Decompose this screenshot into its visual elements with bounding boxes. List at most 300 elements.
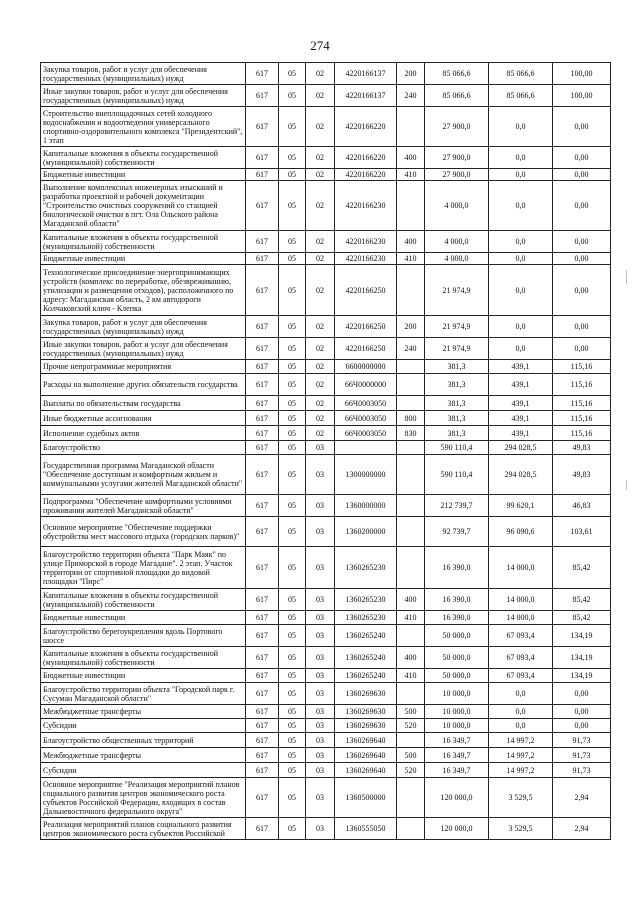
cell-rz: 05 — [279, 778, 306, 818]
cell-s2: 294 028,5 — [489, 441, 553, 455]
cell-csr: 1360269640 — [335, 733, 397, 748]
cell-csr: 4220166220 — [335, 147, 397, 169]
table-body — [41, 63, 611, 840]
cell-csr: 4220166250 — [335, 338, 397, 360]
cell-pct: 91,73 — [553, 733, 611, 748]
cell-name: Капитальные вложения в объекты государственной (муниципальной) собственности — [41, 589, 246, 611]
cell-pr: 03 — [306, 455, 335, 495]
table-row — [41, 85, 611, 107]
cell-s2: 0,0 — [489, 705, 553, 719]
cell-vr: 200 — [397, 63, 425, 85]
cell-s2: 67 093,4 — [489, 647, 553, 669]
table-row — [41, 733, 611, 748]
cell-csr: 4220166137 — [335, 63, 397, 85]
cell-pr: 03 — [306, 517, 335, 547]
cell-s1: 212 739,7 — [425, 495, 489, 517]
cell-s2: 439,1 — [489, 396, 553, 411]
cell-s1: 16 349,7 — [425, 733, 489, 748]
cell-ved: 617 — [246, 265, 279, 316]
cell-s1: 85 066,6 — [425, 63, 489, 85]
cell-pct: 0,00 — [553, 169, 611, 181]
cell-csr: 1360555050 — [335, 818, 397, 840]
cell-ved: 617 — [246, 669, 279, 683]
cell-name: Субсидии — [41, 763, 246, 778]
cell-vr: 400 — [397, 231, 425, 253]
table-row — [41, 719, 611, 733]
cell-rz: 05 — [279, 547, 306, 589]
cell-pr: 02 — [306, 426, 335, 441]
table-row — [41, 625, 611, 647]
cell-csr — [335, 441, 397, 455]
cell-pct: 0,00 — [553, 683, 611, 705]
cell-s2: 0,0 — [489, 265, 553, 316]
cell-pr: 03 — [306, 589, 335, 611]
cell-ved: 617 — [246, 547, 279, 589]
table-row — [41, 763, 611, 778]
cell-name: Основное мероприятие "Обеспечение поддержки обустройства мест массового отдыха (городских парков)" — [41, 517, 246, 547]
cell-pct: 46,83 — [553, 495, 611, 517]
cell-ved: 617 — [246, 705, 279, 719]
cell-csr: 1360269630 — [335, 719, 397, 733]
cell-name: Строительство внеплощадочных сетей холодного водоснабжения и водоотведения универсального спортивно-оздоровительного комплекса "Президентский", 1 этап — [41, 107, 246, 147]
cell-rz: 05 — [279, 107, 306, 147]
table-row — [41, 181, 611, 231]
cell-csr: 1360269640 — [335, 763, 397, 778]
cell-pct: 115,16 — [553, 360, 611, 374]
table-row — [41, 547, 611, 589]
cell-rz: 05 — [279, 338, 306, 360]
cell-ved: 617 — [246, 169, 279, 181]
cell-pct: 85,42 — [553, 547, 611, 589]
cell-vr — [397, 517, 425, 547]
cell-s1: 16 390,0 — [425, 547, 489, 589]
table-row — [41, 455, 611, 495]
cell-pr: 03 — [306, 683, 335, 705]
cell-rz: 05 — [279, 763, 306, 778]
cell-s1: 50 000,0 — [425, 625, 489, 647]
cell-vr — [397, 441, 425, 455]
cell-vr: 520 — [397, 719, 425, 733]
cell-name: Капитальные вложения в объекты государственной (муниципальной) собственности — [41, 647, 246, 669]
cell-csr: 1360000000 — [335, 495, 397, 517]
cell-vr — [397, 778, 425, 818]
cell-pr: 03 — [306, 495, 335, 517]
cell-s2: 67 093,4 — [489, 625, 553, 647]
page-number: 274 — [310, 38, 330, 53]
cell-pct: 0,00 — [553, 265, 611, 316]
cell-pr: 02 — [306, 396, 335, 411]
cell-vr — [397, 625, 425, 647]
cell-ved: 617 — [246, 316, 279, 338]
cell-csr: 4220166250 — [335, 316, 397, 338]
cell-csr: 4220166220 — [335, 169, 397, 181]
cell-ved: 617 — [246, 360, 279, 374]
cell-ved: 617 — [246, 778, 279, 818]
cell-csr: 1360265240 — [335, 669, 397, 683]
cell-vr: 500 — [397, 705, 425, 719]
cell-vr: 500 — [397, 748, 425, 763]
cell-s1: 10 000,0 — [425, 683, 489, 705]
table-row — [41, 589, 611, 611]
cell-pct: 0,00 — [553, 719, 611, 733]
cell-rz: 05 — [279, 253, 306, 265]
table-row — [41, 683, 611, 705]
cell-rz: 05 — [279, 683, 306, 705]
cell-s2: 99 620,1 — [489, 495, 553, 517]
cell-name: Государственная программа Магаданской области "Обеспечение доступным и комфортным жильем и коммунальными услугами жителей Магаданской области" — [41, 455, 246, 495]
cell-pr: 03 — [306, 733, 335, 748]
cell-s2: 85 066,6 — [489, 85, 553, 107]
cell-s1: 21 974,9 — [425, 265, 489, 316]
cell-vr — [397, 547, 425, 589]
cell-pct: 91,73 — [553, 763, 611, 778]
cell-rz: 05 — [279, 589, 306, 611]
cell-pr: 02 — [306, 85, 335, 107]
table-row — [41, 396, 611, 411]
cell-csr: 66Ч0003050 — [335, 396, 397, 411]
cell-rz: 05 — [279, 147, 306, 169]
cell-name: Иные закупки товаров, работ и услуг для обеспечения государственных (муниципальных) нужд — [41, 85, 246, 107]
cell-rz: 05 — [279, 733, 306, 748]
cell-rz: 05 — [279, 647, 306, 669]
cell-s1: 120 000,0 — [425, 818, 489, 840]
cell-s1: 381,3 — [425, 411, 489, 426]
cell-ved: 617 — [246, 147, 279, 169]
cell-csr: 4220166250 — [335, 265, 397, 316]
cell-csr: 1360200000 — [335, 517, 397, 547]
cell-rz: 05 — [279, 517, 306, 547]
cell-rz: 05 — [279, 611, 306, 625]
table-row — [41, 778, 611, 818]
cell-rz: 05 — [279, 818, 306, 840]
cell-ved: 617 — [246, 181, 279, 231]
cell-ved: 617 — [246, 625, 279, 647]
cell-ved: 617 — [246, 374, 279, 396]
table-row — [41, 253, 611, 265]
cell-s2: 0,0 — [489, 107, 553, 147]
cell-csr: 66Ч0003050 — [335, 411, 397, 426]
cell-pr: 03 — [306, 625, 335, 647]
cell-s1: 10 000,0 — [425, 705, 489, 719]
cell-pct: 0,00 — [553, 107, 611, 147]
cell-ved: 617 — [246, 647, 279, 669]
cell-ved: 617 — [246, 231, 279, 253]
cell-vr — [397, 495, 425, 517]
table-row — [41, 107, 611, 147]
cell-ved: 617 — [246, 253, 279, 265]
cell-pct: 0,00 — [553, 705, 611, 719]
cell-pr: 02 — [306, 231, 335, 253]
scan-edge-mark — [626, 480, 627, 490]
cell-s2: 439,1 — [489, 411, 553, 426]
budget-table — [40, 62, 611, 840]
table-row — [41, 338, 611, 360]
cell-pct: 115,16 — [553, 411, 611, 426]
cell-s1: 50 000,0 — [425, 647, 489, 669]
cell-s2: 3 529,5 — [489, 818, 553, 840]
cell-pr: 03 — [306, 778, 335, 818]
cell-s2: 14 997,2 — [489, 733, 553, 748]
cell-rz: 05 — [279, 360, 306, 374]
cell-csr: 1360265240 — [335, 647, 397, 669]
cell-name: Бюджетные инвестиции — [41, 611, 246, 625]
cell-s1: 120 000,0 — [425, 778, 489, 818]
cell-s1: 16 390,0 — [425, 589, 489, 611]
cell-vr: 830 — [397, 426, 425, 441]
cell-s2: 3 529,5 — [489, 778, 553, 818]
cell-rz: 05 — [279, 265, 306, 316]
cell-pr: 03 — [306, 547, 335, 589]
table-row — [41, 705, 611, 719]
cell-name: Бюджетные инвестиции — [41, 169, 246, 181]
cell-ved: 617 — [246, 589, 279, 611]
cell-s1: 381,3 — [425, 374, 489, 396]
cell-vr: 800 — [397, 411, 425, 426]
cell-s2: 14 000,0 — [489, 611, 553, 625]
cell-ved: 617 — [246, 411, 279, 426]
cell-s2: 14 000,0 — [489, 589, 553, 611]
table-row — [41, 231, 611, 253]
cell-vr — [397, 683, 425, 705]
table-row — [41, 517, 611, 547]
cell-vr: 520 — [397, 763, 425, 778]
cell-s1: 381,3 — [425, 360, 489, 374]
cell-s1: 16 349,7 — [425, 748, 489, 763]
cell-name: Субсидии — [41, 719, 246, 733]
cell-csr: 1360265230 — [335, 547, 397, 589]
cell-name: Иные закупки товаров, работ и услуг для обеспечения государственных (муниципальных) нужд — [41, 338, 246, 360]
cell-s1: 590 110,4 — [425, 455, 489, 495]
cell-csr: 4220166220 — [335, 107, 397, 147]
cell-name: Благоустройство — [41, 441, 246, 455]
cell-rz: 05 — [279, 455, 306, 495]
cell-s1: 21 974,9 — [425, 316, 489, 338]
cell-pct: 85,42 — [553, 589, 611, 611]
cell-ved: 617 — [246, 107, 279, 147]
cell-pct: 49,83 — [553, 441, 611, 455]
cell-ved: 617 — [246, 683, 279, 705]
cell-s2: 14 997,2 — [489, 763, 553, 778]
cell-s1: 4 000,0 — [425, 181, 489, 231]
cell-rz: 05 — [279, 495, 306, 517]
cell-s1: 16 390,0 — [425, 611, 489, 625]
cell-rz: 05 — [279, 231, 306, 253]
cell-s1: 27 900,0 — [425, 147, 489, 169]
cell-vr — [397, 396, 425, 411]
scan-edge-mark — [626, 270, 627, 284]
cell-vr — [397, 733, 425, 748]
cell-ved: 617 — [246, 63, 279, 85]
cell-ved: 617 — [246, 85, 279, 107]
cell-pr: 02 — [306, 63, 335, 85]
cell-ved: 617 — [246, 611, 279, 625]
cell-name: Межбюджетные трансферты — [41, 748, 246, 763]
cell-vr — [397, 181, 425, 231]
cell-vr: 410 — [397, 253, 425, 265]
cell-name: Благоустройство территории объекта "Парк Маяк" по улице Приморской в городе Магадане". 2 этап. Участок территории от спортивной площадки до видовой площадки "Пирс" — [41, 547, 246, 589]
table-row — [41, 611, 611, 625]
cell-s1: 27 900,0 — [425, 169, 489, 181]
cell-name: Прочие непрограммные мероприятия — [41, 360, 246, 374]
cell-s1: 381,3 — [425, 426, 489, 441]
cell-csr: 4220166230 — [335, 253, 397, 265]
cell-s1: 4 000,0 — [425, 253, 489, 265]
cell-pr: 03 — [306, 748, 335, 763]
table-row — [41, 411, 611, 426]
cell-pct: 134,19 — [553, 669, 611, 683]
cell-s1: 50 000,0 — [425, 669, 489, 683]
cell-rz: 05 — [279, 85, 306, 107]
cell-name: Капитальные вложения в объекты государственной (муниципальной) собственности — [41, 231, 246, 253]
cell-pct: 0,00 — [553, 338, 611, 360]
cell-name: Межбюджетные трансферты — [41, 705, 246, 719]
table-row — [41, 495, 611, 517]
cell-ved: 617 — [246, 719, 279, 733]
cell-rz: 05 — [279, 374, 306, 396]
cell-name: Технологическое присоединение энергопринимающих устройств (комплекс по переработке, обезвреживанию, утилизации и размещения отходов), расположенного по адресу: Магаданская область, 2 км автодороги Колчаковский ключ - Клепка — [41, 265, 246, 316]
cell-name: Реализация мероприятий планов социального развития центров экономического роста субъектов Российской — [41, 818, 246, 840]
cell-s2: 0,0 — [489, 181, 553, 231]
cell-ved: 617 — [246, 763, 279, 778]
cell-ved: 617 — [246, 733, 279, 748]
cell-pct: 49,83 — [553, 455, 611, 495]
cell-rz: 05 — [279, 396, 306, 411]
cell-vr: 410 — [397, 611, 425, 625]
cell-rz: 05 — [279, 181, 306, 231]
cell-ved: 617 — [246, 748, 279, 763]
table-row — [41, 265, 611, 316]
cell-pct: 91,73 — [553, 748, 611, 763]
cell-pr: 03 — [306, 705, 335, 719]
cell-s2: 14 997,2 — [489, 748, 553, 763]
table-row — [41, 669, 611, 683]
cell-csr: 1360269630 — [335, 683, 397, 705]
cell-ved: 617 — [246, 396, 279, 411]
cell-vr — [397, 374, 425, 396]
cell-s2: 439,1 — [489, 374, 553, 396]
cell-csr: 1360265240 — [335, 625, 397, 647]
cell-name: Благоустройство общественных территорий — [41, 733, 246, 748]
cell-s2: 67 093,4 — [489, 669, 553, 683]
cell-rz: 05 — [279, 719, 306, 733]
cell-pr: 02 — [306, 265, 335, 316]
cell-vr: 410 — [397, 669, 425, 683]
cell-ved: 617 — [246, 426, 279, 441]
cell-s1: 16 349,7 — [425, 763, 489, 778]
cell-s2: 14 000,0 — [489, 547, 553, 589]
cell-pr: 03 — [306, 441, 335, 455]
cell-pct: 100,00 — [553, 63, 611, 85]
cell-ved: 617 — [246, 441, 279, 455]
cell-name: Подпрограмма "Обеспечение комфортными условиями проживания жителей Магаданской области" — [41, 495, 246, 517]
cell-csr: 1360265230 — [335, 589, 397, 611]
cell-csr: 1300000000 — [335, 455, 397, 495]
cell-rz: 05 — [279, 169, 306, 181]
cell-name: Расходы на выполнение других обязательств государства — [41, 374, 246, 396]
cell-s1: 590 110,4 — [425, 441, 489, 455]
cell-name: Выполнение комплексных инженерных изысканий и разработка проектной и рабочей документации "Строительство очистных сооружений со станцией биологической очистки в пгт. Ола Ольского района Магаданской области" — [41, 181, 246, 231]
cell-pr: 03 — [306, 763, 335, 778]
cell-s2: 439,1 — [489, 426, 553, 441]
cell-name: Благоустройство территории объекта "Городской парк г. Сусуман Магаданской области" — [41, 683, 246, 705]
cell-ved: 617 — [246, 818, 279, 840]
cell-pr: 03 — [306, 818, 335, 840]
cell-rz: 05 — [279, 748, 306, 763]
table-row — [41, 818, 611, 840]
cell-rz: 05 — [279, 669, 306, 683]
cell-vr: 410 — [397, 169, 425, 181]
cell-name: Капитальные вложения в объекты государственной (муниципальной) собственности — [41, 147, 246, 169]
cell-s1: 4 000,0 — [425, 231, 489, 253]
cell-s2: 0,0 — [489, 169, 553, 181]
cell-csr: 1360500000 — [335, 778, 397, 818]
cell-name: Закупка товаров, работ и услуг для обеспечения государственных (муниципальных) нужд — [41, 316, 246, 338]
cell-s1: 92 739,7 — [425, 517, 489, 547]
cell-pr: 03 — [306, 719, 335, 733]
cell-pct: 0,00 — [553, 231, 611, 253]
cell-s1: 381,3 — [425, 396, 489, 411]
cell-csr: 66Ч0000000 — [335, 374, 397, 396]
cell-rz: 05 — [279, 316, 306, 338]
table-row — [41, 426, 611, 441]
cell-name: Бюджетные инвестиции — [41, 253, 246, 265]
table-row — [41, 169, 611, 181]
cell-name: Основное мероприятие "Реализация мероприятий планов социального развития центров экономического роста субъектов Российской Федерации, входящих в состав Дальневосточного федерального округа" — [41, 778, 246, 818]
cell-vr: 400 — [397, 147, 425, 169]
cell-pct: 0,00 — [553, 253, 611, 265]
cell-pr: 03 — [306, 611, 335, 625]
cell-ved: 617 — [246, 455, 279, 495]
cell-s2: 0,0 — [489, 316, 553, 338]
cell-vr: 240 — [397, 338, 425, 360]
cell-pr: 03 — [306, 669, 335, 683]
cell-pct: 0,00 — [553, 181, 611, 231]
cell-pr: 02 — [306, 169, 335, 181]
table-row — [41, 748, 611, 763]
cell-csr: 6600000000 — [335, 360, 397, 374]
table-row — [41, 647, 611, 669]
cell-name: Закупка товаров, работ и услуг для обеспечения государственных (муниципальных) нужд — [41, 63, 246, 85]
cell-rz: 05 — [279, 426, 306, 441]
table-row — [41, 360, 611, 374]
cell-pr: 02 — [306, 253, 335, 265]
cell-pr: 02 — [306, 338, 335, 360]
cell-vr: 240 — [397, 85, 425, 107]
cell-s1: 27 900,0 — [425, 107, 489, 147]
cell-name: Исполнение судебных актов — [41, 426, 246, 441]
cell-pct: 100,00 — [553, 85, 611, 107]
cell-rz: 05 — [279, 441, 306, 455]
cell-s2: 0,0 — [489, 231, 553, 253]
cell-pr: 03 — [306, 647, 335, 669]
cell-pct: 134,19 — [553, 625, 611, 647]
cell-s2: 294 028,5 — [489, 455, 553, 495]
cell-s2: 0,0 — [489, 338, 553, 360]
cell-s2: 0,0 — [489, 719, 553, 733]
cell-vr — [397, 818, 425, 840]
table-row — [41, 441, 611, 455]
cell-name: Благоустройство берегоукрепления вдоль Портового шоссе — [41, 625, 246, 647]
cell-vr: 200 — [397, 316, 425, 338]
cell-pct: 2,94 — [553, 778, 611, 818]
cell-s2: 0,0 — [489, 253, 553, 265]
cell-pct: 115,16 — [553, 374, 611, 396]
cell-s1: 85 066,6 — [425, 85, 489, 107]
cell-pr: 02 — [306, 360, 335, 374]
cell-ved: 617 — [246, 338, 279, 360]
cell-s2: 0,0 — [489, 147, 553, 169]
cell-vr — [397, 360, 425, 374]
